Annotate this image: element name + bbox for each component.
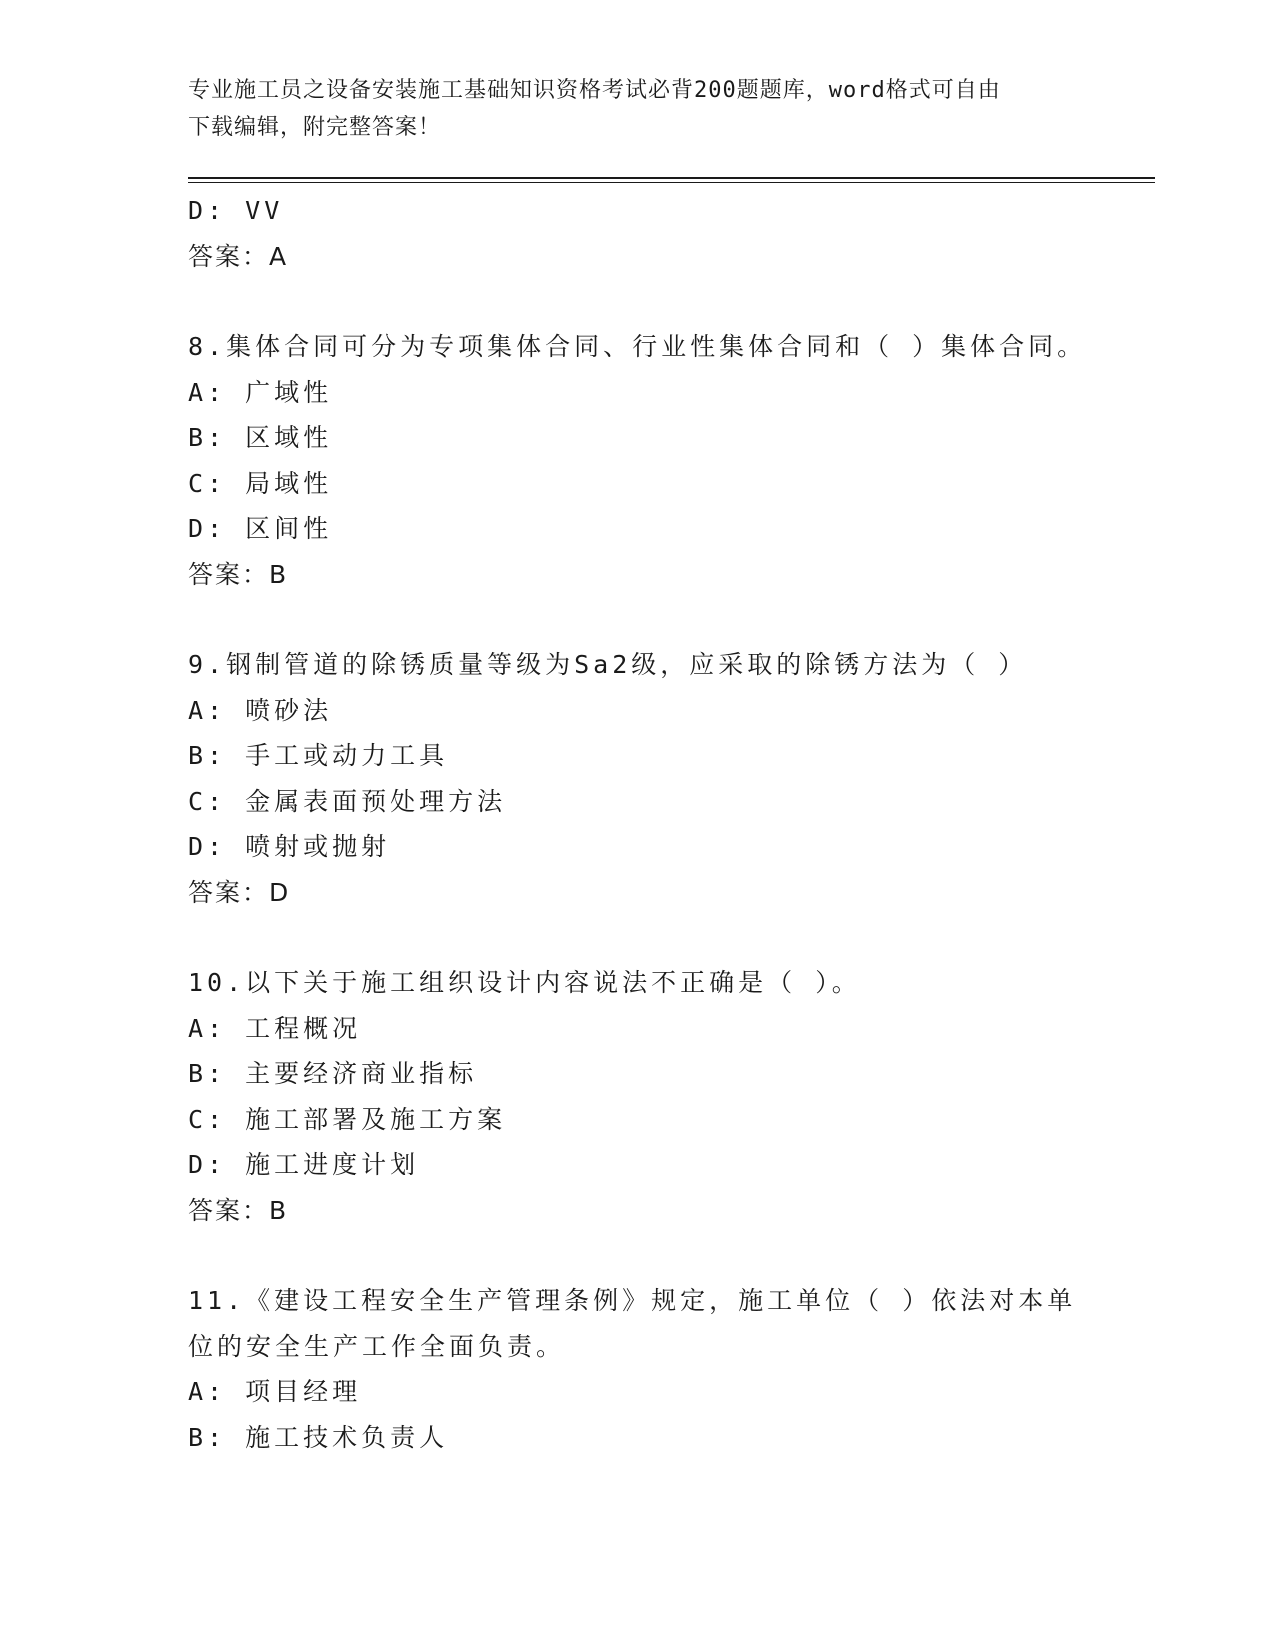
carryover-question: [188, 188, 1088, 279]
option-c: C: 局域性: [188, 468, 333, 498]
question-stem: 10.以下关于施工组织设计内容说法不正确是（ ）。: [188, 968, 861, 997]
option-a: A: 广域性: [188, 377, 333, 407]
option-c: C: 金属表面预处理方法: [188, 786, 507, 816]
answer-line: 答案：D: [188, 877, 291, 907]
option-b: B: 施工技术负责人: [188, 1422, 449, 1452]
question-10: [188, 960, 1088, 1233]
option-a: A: 工程概况: [188, 1013, 362, 1043]
question-stem: 8.集体合同可分为专项集体合同、行业性集体合同和（ ）集体合同。: [188, 332, 1087, 361]
option-b: B: 主要经济商业指标: [188, 1059, 478, 1088]
spacer: [188, 597, 1088, 642]
option-a: A: 喷砂法: [188, 695, 333, 725]
option-d: D: 喷射或抛射: [188, 832, 391, 861]
answer-line: 答案：A: [188, 241, 289, 271]
spacer: [188, 915, 1088, 960]
question-stem-line-1: 11.《建设工程安全生产管理条例》规定，施工单位（ ）依法对本单: [188, 1286, 1077, 1315]
option-a: A: 项目经理: [188, 1377, 362, 1406]
question-stem-line-2: 位的安全生产工作全面负责。: [188, 1331, 566, 1361]
option-d: D: 施工进度计划: [188, 1150, 420, 1179]
option-b: B: 区域性: [188, 423, 333, 452]
header-divider-thin: [188, 182, 1155, 183]
question-11: [188, 1278, 1088, 1460]
option-d: D: 区间性: [188, 514, 333, 543]
question-stem: 9.钢制管道的除锈质量等级为Sa2级，应采取的除锈方法为（ ）: [188, 650, 1028, 679]
question-9: [188, 642, 1088, 915]
option-c: C: 施工部署及施工方案: [188, 1104, 507, 1134]
question-8: [188, 324, 1088, 597]
answer-line: 答案：B: [188, 559, 289, 589]
page-header: [188, 72, 1068, 146]
spacer: [188, 279, 1088, 324]
header-divider-thick: [188, 177, 1155, 179]
spacer: [188, 1233, 1088, 1278]
answer-line: 答案：B: [188, 1195, 289, 1225]
document-body: [188, 188, 1088, 1460]
option-b: B: 手工或动力工具: [188, 741, 449, 770]
header-title-line-1: 专业施工员之设备安装施工基础知识资格考试必背200题题库，word格式可自由: [188, 78, 1001, 103]
option-d: D: VV: [188, 196, 284, 225]
header-title-line-2: 下载编辑，附完整答案！: [188, 115, 442, 140]
